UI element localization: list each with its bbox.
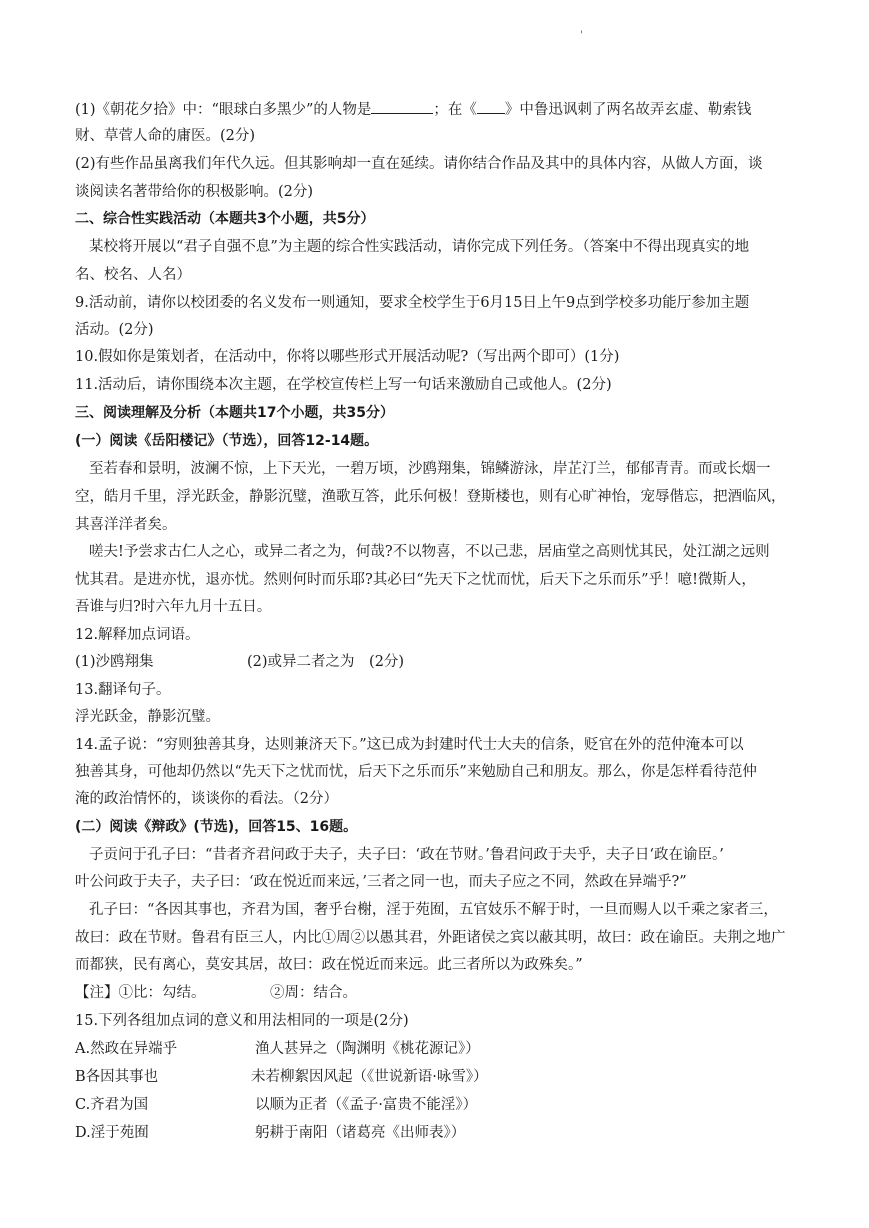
passage1-line2: 空，皓月千里，浮光跃金，静影沉璧，渔歌互答，此乐何极！登斯楼也，则有心旷神怡，宠辱偕忘，把酒临风， (75, 489, 786, 505)
answer-blank[interactable] (477, 98, 505, 114)
section2-title: 二、综合性实践活动（本题共3个小题，共5分） (75, 211, 375, 227)
q8-part1-line1 (75, 98, 751, 120)
q8-part2-line2: 谈阅读名著带给你的积极影响。(2分) (75, 184, 314, 200)
q8-part1-line2: 财、草菅人命的庸医。(2分) (75, 128, 256, 144)
q8-part2-line1: (2)有些作品虽离我们年代久远。但其影响却一直在延续。请你结合作品及其中的具体内容，从做人方面，谈 (75, 156, 763, 172)
option-d-right: 躬耕于南阳（诸葛亮《出师表》） (255, 1125, 466, 1141)
q15: 15.下列各组加点词的意义和用法相同的一项是(2分) (75, 1013, 409, 1029)
option-d-left: D.淫于苑囿 (75, 1125, 149, 1141)
passage4-line3: 而都狭，民有离心，莫安其居，故曰：政在悦近而来远。此三者所以为政殊矣。” (75, 957, 583, 973)
passage2-line1: 嗟夫!予尝求古仁人之心，或异二者之为，何哉?不以物喜，不以己悲，居庙堂之高则忧其民，处江湖之远则 (89, 544, 770, 560)
q12-item2: (2)或异二者之为 (2分) (247, 654, 405, 670)
q9-line1: 9.活动前，请你以校团委的名义发布一则通知，要求全校学生于6月15日上午9点到学校多功能厅参加主题 (75, 295, 750, 311)
passage4-line1: 孔子曰：“各因其事也，齐君为国，奢乎台榭，淫于苑囿，五官妓乐不解于时，一旦而赐人以千乘之家者三， (89, 902, 778, 918)
q14-line3: 淹的政治情怀的，谈谈你的看法。（2分） (75, 791, 338, 807)
section2-intro-cont: 名、校名、人名） (75, 267, 191, 283)
q14-line2: 独善其身，可他却仍然以“先天下之忧而忧，后天下之乐而乐”来勉励自己和朋友。那么，你是怎样看待范仲 (75, 764, 757, 780)
section2-intro: 某校将开展以“君子自强不息”为主题的综合性实践活动，请你完成下列任务。（答案中不得出现真实的地 (89, 239, 750, 255)
passage2-line3: 吾谁与归?时六年九月十五日。 (75, 599, 272, 615)
passage1-line1: 至若春和景明，波澜不惊，上下天光，一碧万顷，沙鸥翔集，锦鳞游泳，岸芷汀兰，郁郁青青。而或长烟一 (89, 461, 771, 477)
text: (1)《朝花夕拾》中：“眼球白多黑少”的人物是 (75, 102, 372, 118)
q9-line2: 活动。(2分) (75, 322, 154, 338)
option-a-right: 渔人甚异之（陶渊明《桃花源记》） (255, 1041, 480, 1057)
passage3-line2: 叶公问政于夫子，夫子曰：‘政在悦近而来远，’三者之同一也，而夫子应之不同，然政在异端乎?” (75, 874, 687, 890)
section3-title: 三、阅读理解及分析（本题共17个小题，共35分） (75, 405, 394, 421)
answer-blank[interactable] (371, 98, 433, 114)
note-2: ②周：结合。 (270, 985, 357, 1001)
text: 》中鲁迅讽刺了两名故弄玄虚、勒索钱 (504, 102, 752, 118)
q13: 13.翻译句子。 (75, 682, 171, 698)
page-mark: ' (580, 30, 583, 41)
part1-title: (一）阅读《岳阳楼记》（节选），回答12-14题。 (75, 433, 379, 449)
q12-item1: (1)沙鸥翔集 (75, 654, 154, 670)
option-b-left: B各因其事也 (75, 1069, 159, 1085)
q14-line1: 14.孟子说：“穷则独善其身，达则兼济天下。”这已成为封建时代士大夫的信条，贬官在外的范仲淹本可以 (75, 737, 744, 753)
text: ；在《 (433, 102, 477, 118)
option-c-left: C.齐君为国 (75, 1097, 149, 1113)
passage3-line1: 子贡问于孔子曰：“昔者齐君问政于夫子，夫子曰：‘政在节财。’鲁君问政于夫乎，夫子日‘政在谕臣。’ (89, 847, 724, 863)
q13-sentence: 浮光跃金，静影沉璧。 (75, 709, 220, 725)
note-1: 【注】①比：勾结。 (75, 985, 206, 1001)
q10: 10.假如你是策划者，在活动中，你将以哪些形式开展活动呢?（写出两个即可）(1分) (75, 349, 620, 365)
passage2-line2: 忧其君。是进亦忧，退亦忧。然则何时而乐耶?其必曰“先天下之忧而忧，后天下之乐而乐”乎！噫!微斯人， (75, 572, 756, 588)
q12: 12.解释加点词语。 (75, 627, 200, 643)
option-a-left: A.然政在异端乎 (75, 1041, 178, 1057)
option-c-right: 以顺为正者（《孟子·富贵不能淫》） (255, 1097, 478, 1113)
passage4-line2: 故曰：政在节财。鲁君有臣三人，内比①周②以愚其君，外距诸侯之宾以蔽其明，故曰：政在谕臣。夫荆之地广 (75, 930, 786, 946)
passage1-line3: 其喜洋洋者矣。 (75, 517, 177, 533)
q11: 11.活动后，请你围绕本次主题，在学校宣传栏上写一句话来激励自己或他人。(2分) (75, 377, 612, 393)
part2-title: (二）阅读《辩政》(节选)，回答15、16题。 (75, 819, 358, 835)
option-b-right: 未若柳絮因风起（《世说新语·咏雪》） (251, 1069, 488, 1085)
